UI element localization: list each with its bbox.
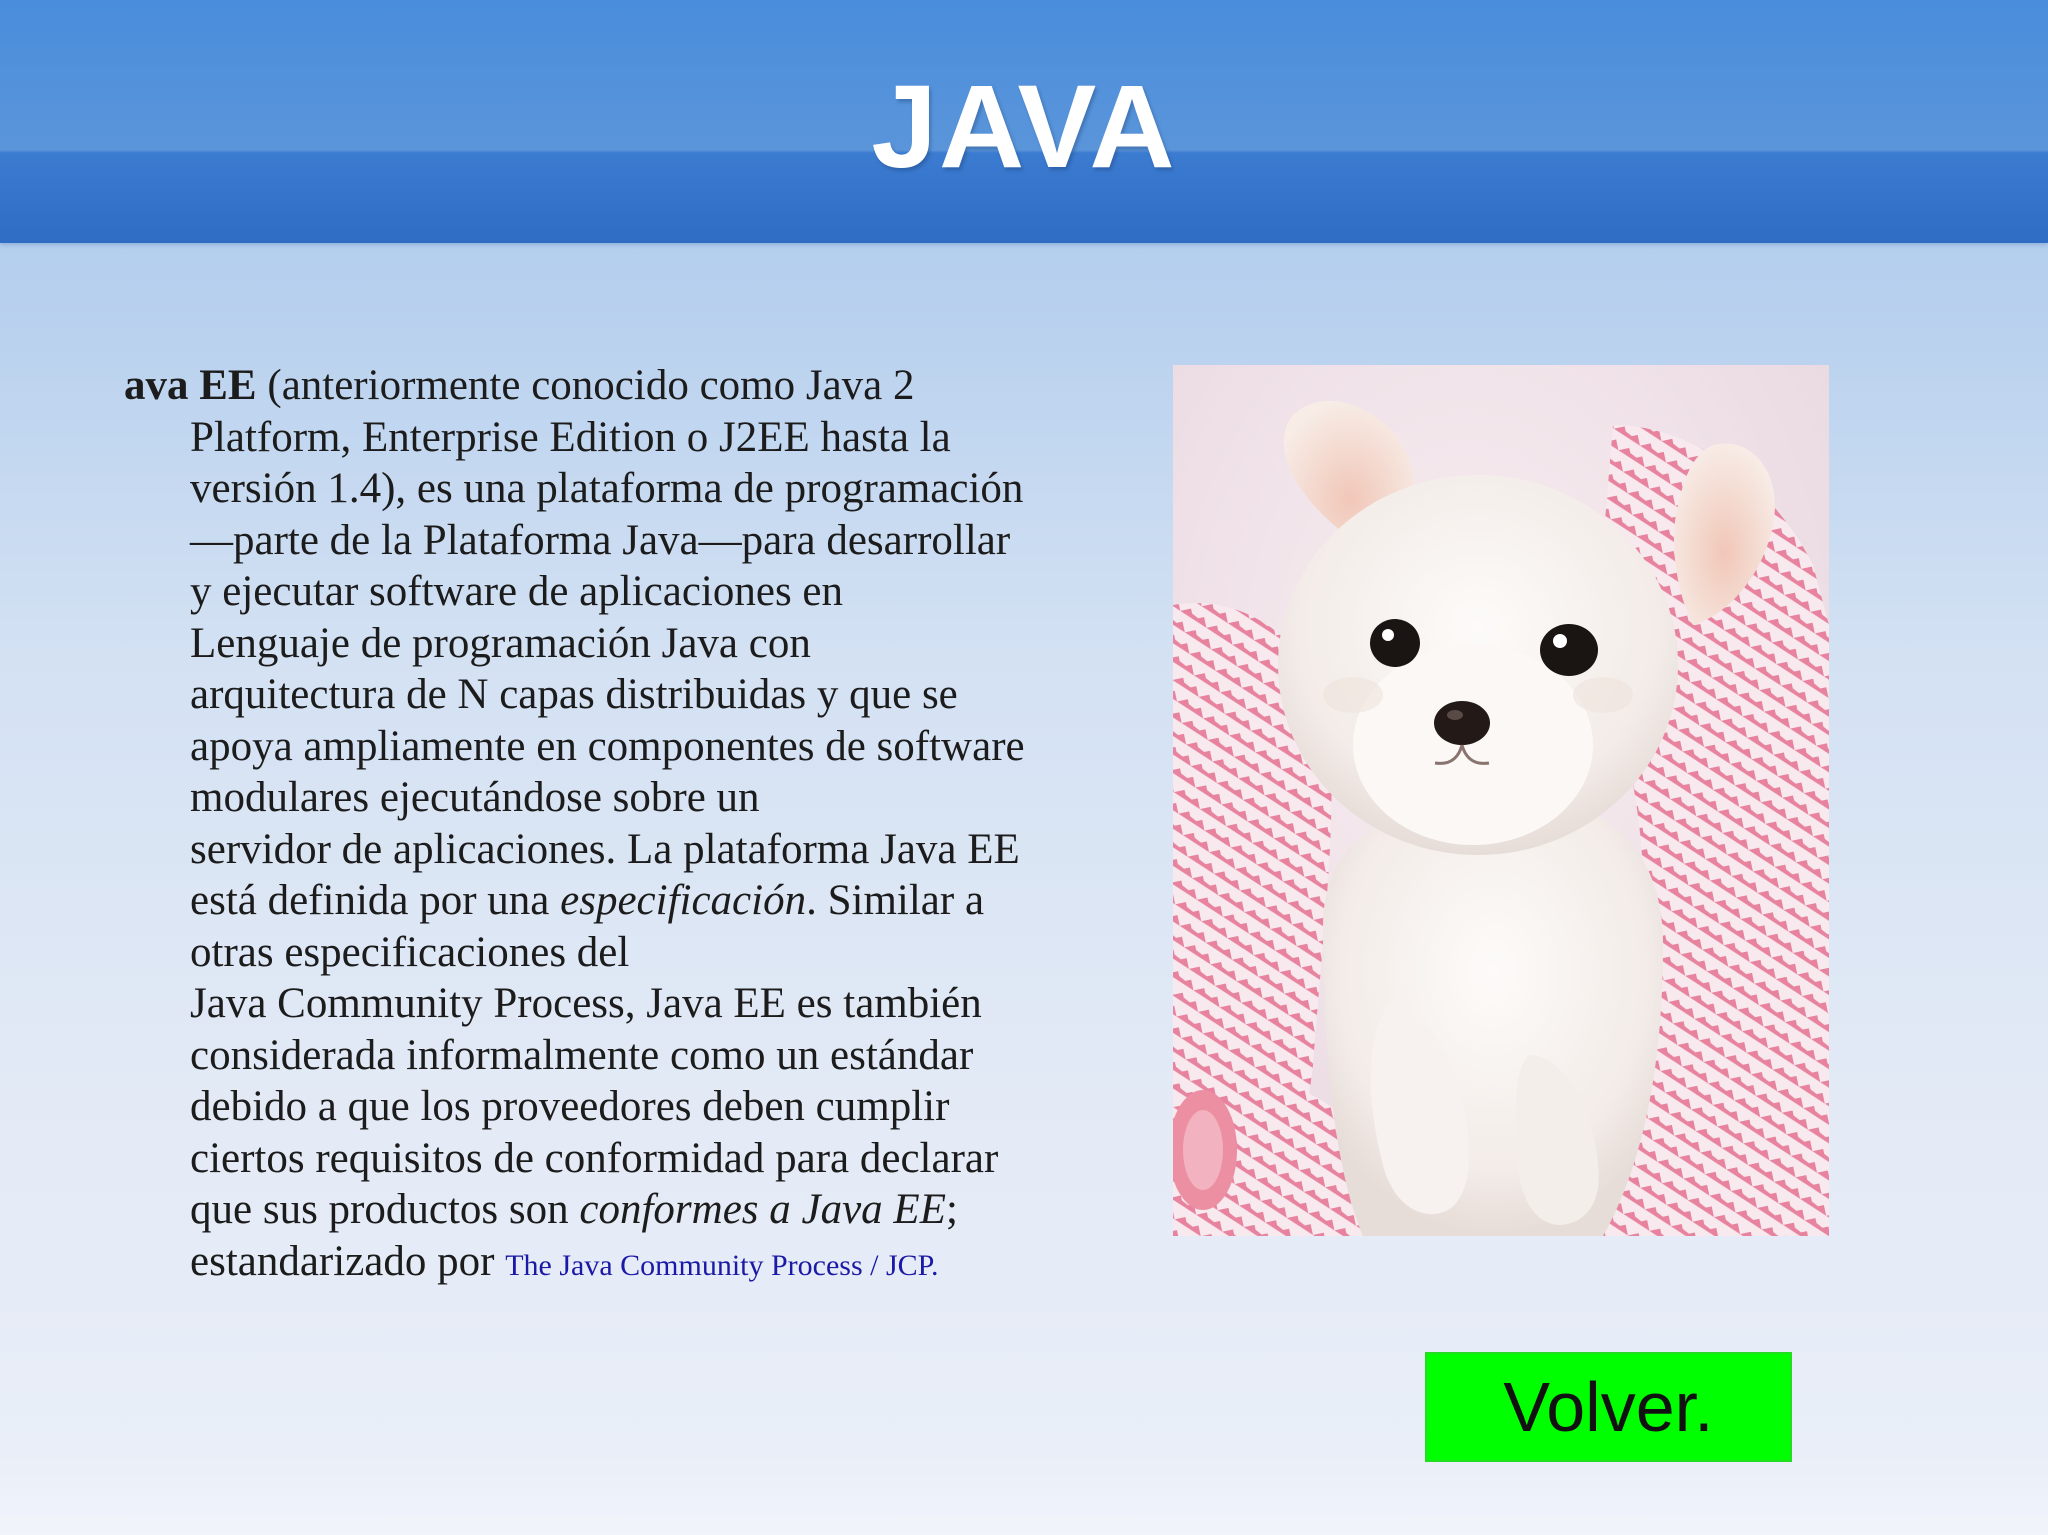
body-line: que sus productos son conformes a Java EE;: [190, 1186, 958, 1233]
term-java-ee: ava EE: [124, 362, 257, 409]
body-paragraph: [124, 360, 1124, 1291]
body-line: está definida por una especificación. Similar a: [190, 877, 985, 924]
body-line: ava EE (anteriormente conocido como Java 2: [124, 362, 915, 409]
body-line: Java Community Process, Java EE es también: [190, 980, 982, 1027]
body-line: considerada informalmente como un estándar: [190, 1031, 974, 1079]
emphasis-conformes: conformes a Java EE: [579, 1186, 946, 1233]
body-line: arquitectura de N capas distribuidas y que se: [190, 671, 958, 718]
back-button[interactable]: Volver.: [1425, 1352, 1792, 1462]
slide-title: JAVA: [871, 61, 1177, 193]
emphasis-especificacion: especificación: [560, 877, 807, 924]
body-line: estandarizado por The Java Community Process / JCP.: [190, 1237, 939, 1285]
body-line: ciertos requisitos de conformidad para declarar: [190, 1134, 999, 1182]
body-line: y ejecutar software de aplicaciones en: [190, 568, 844, 615]
body-line: Platform, Enterprise Edition o J2EE hasta la: [190, 413, 951, 461]
body-line: apoya ampliamente en componentes de software: [190, 722, 1025, 770]
body-line: Lenguaje de programación Java con: [190, 619, 811, 667]
body-line: servidor de aplicaciones. La plataforma Java EE: [190, 825, 1020, 873]
body-line: —parte de la Plataforma Java—para desarrollar: [190, 516, 1011, 564]
puppy-image: [1173, 365, 1829, 1236]
body-line: versión 1.4), es una plataforma de programación: [190, 465, 1024, 512]
body-line: modulares ejecutándose sobre un: [190, 774, 760, 821]
puppy-photo: [1173, 365, 1829, 1236]
jcp-link[interactable]: The Java Community Process / JCP.: [505, 1248, 939, 1282]
body-line: otras especificaciones del: [190, 928, 630, 976]
body-line: debido a que los proveedores deben cumplir: [190, 1083, 950, 1130]
